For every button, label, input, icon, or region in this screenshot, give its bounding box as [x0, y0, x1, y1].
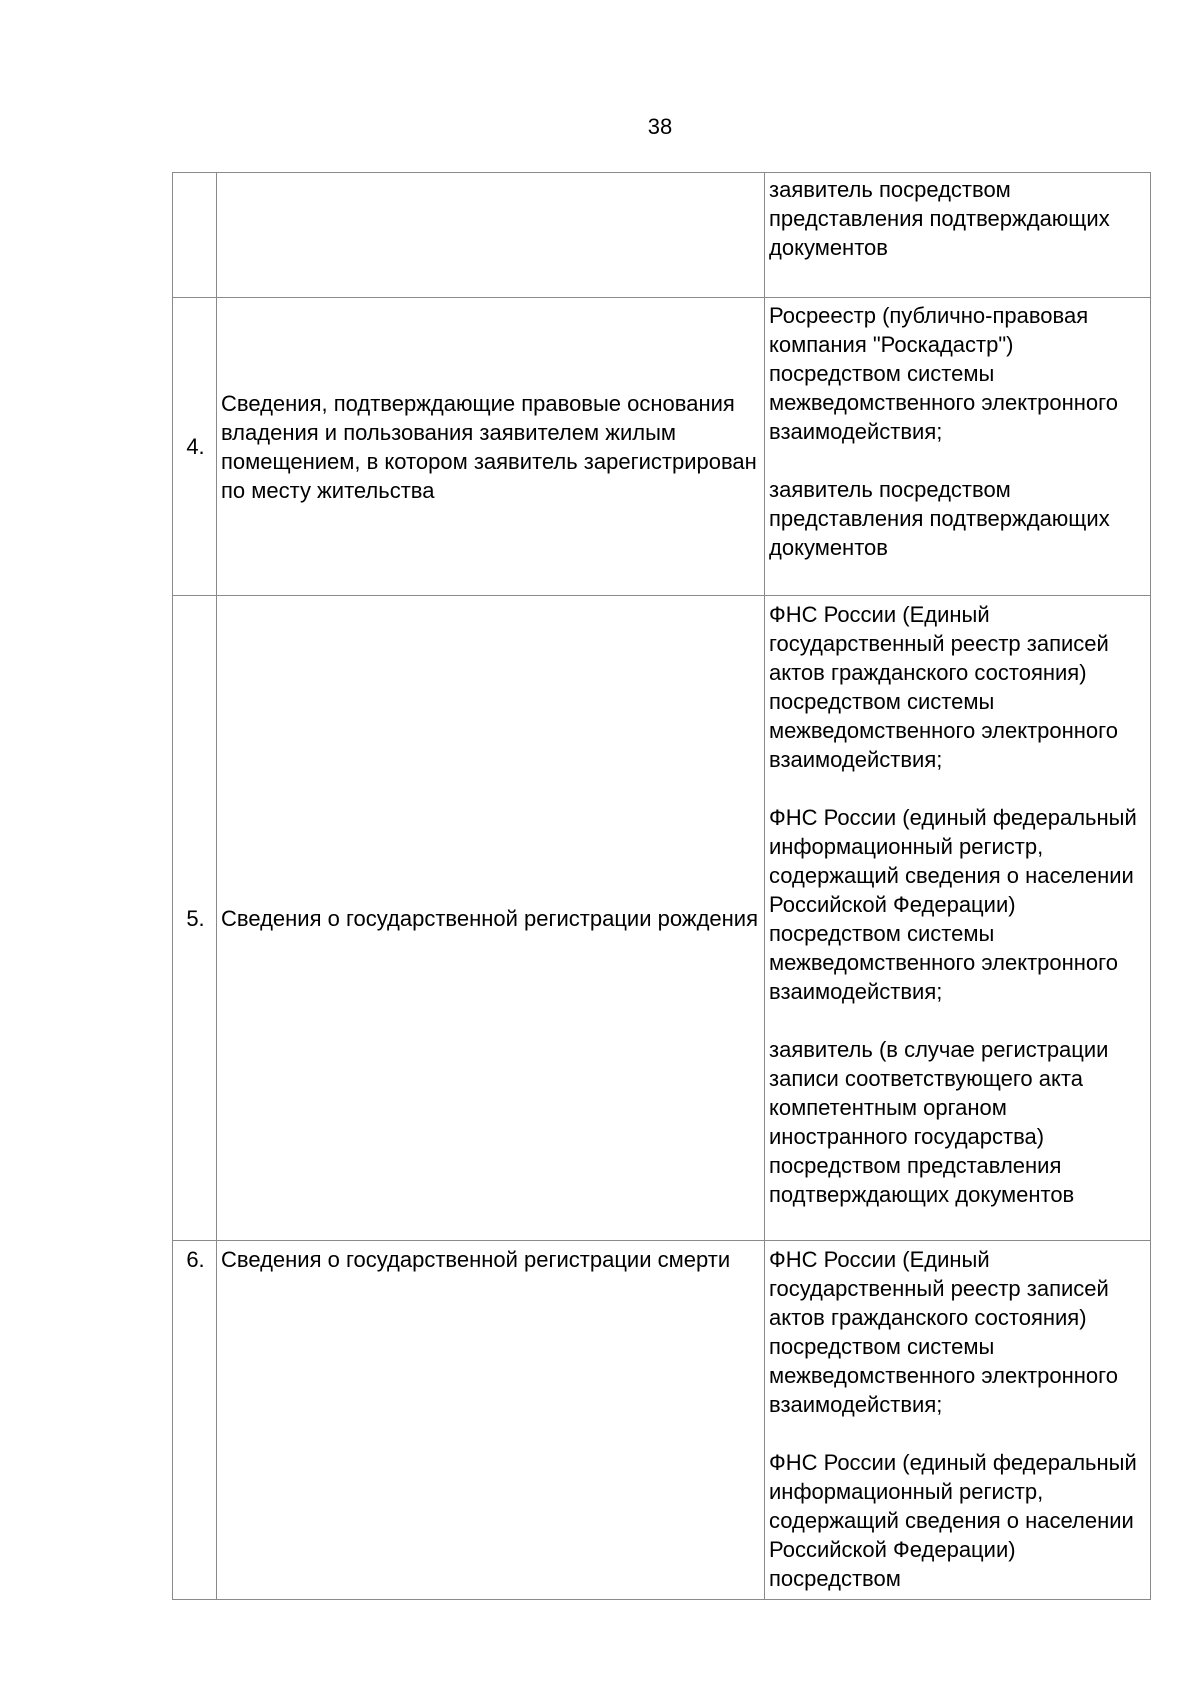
row-number — [173, 173, 217, 298]
row-sources — [765, 298, 1151, 596]
row-number: 5. — [173, 596, 217, 1241]
source-paragraph: ФНС России (Единый государственный реестр записей актов гражданского состояния) посредством системы межведомственного электронного взаимодействия; — [769, 1247, 1118, 1417]
table-row — [173, 298, 1151, 596]
row-info — [217, 173, 765, 298]
row-info: Сведения о государственной регистрации рождения — [217, 596, 765, 1241]
table-row — [173, 1241, 1151, 1600]
row-number: 6. — [173, 1241, 217, 1600]
source-paragraph: заявитель посредством представления подтверждающих документов — [769, 477, 1110, 560]
row-info: Сведения о государственной регистрации смерти — [217, 1241, 765, 1600]
source-paragraph: заявитель посредством представления подтверждающих документов — [769, 177, 1110, 260]
row-sources — [765, 173, 1151, 298]
source-paragraph: заявитель (в случае регистрации записи соответствующего акта компетентным органом иностранного государства) посредством представления подтверждающих документов — [769, 1037, 1109, 1207]
row-info: Сведения, подтверждающие правовые основания владения и пользования заявителем жилым помещением, в котором заявитель зарегистрирован по месту жительства — [217, 298, 765, 596]
row-sources — [765, 596, 1151, 1241]
source-paragraph: ФНС России (единый федеральный информационный регистр, содержащий сведения о населении Российской Федерации) посредством системы межведомственного электронного взаимодействия; — [769, 805, 1137, 1004]
source-paragraph: Росреестр (публично-правовая компания "Роскадастр") посредством системы межведомственного электронного взаимодействия; — [769, 303, 1118, 444]
table-row — [173, 596, 1151, 1241]
row-number: 4. — [173, 298, 217, 596]
page-number: 38 — [647, 114, 673, 139]
row-sources — [765, 1241, 1151, 1600]
source-paragraph: ФНС России (Единый государственный реестр записей актов гражданского состояния) посредством системы межведомственного электронного взаимодействия; — [769, 602, 1118, 772]
table-row — [173, 173, 1151, 298]
source-paragraph: ФНС России (единый федеральный информационный регистр, содержащий сведения о населении Российской Федерации) посредством — [769, 1450, 1137, 1591]
documents-table — [172, 172, 1151, 1600]
